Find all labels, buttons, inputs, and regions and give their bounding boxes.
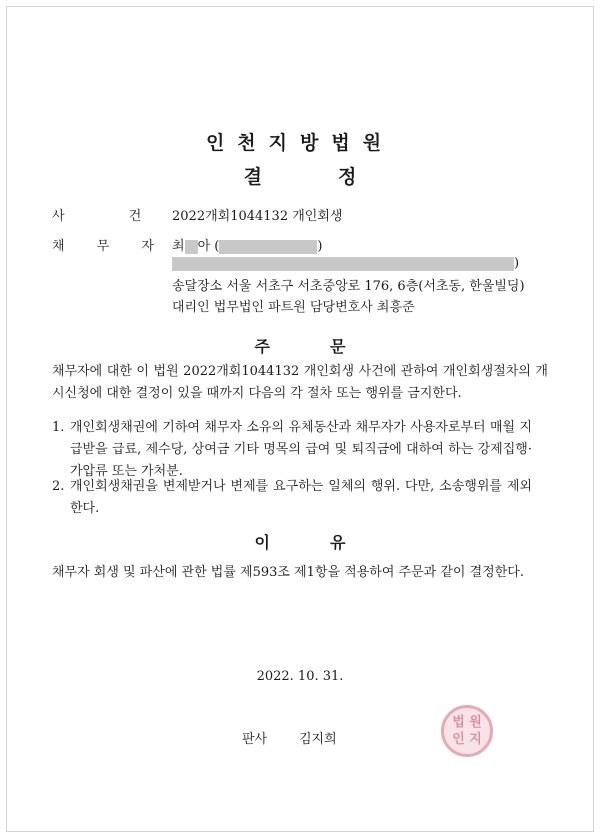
debtor-name-line	[172, 235, 322, 254]
court-seal	[441, 705, 493, 757]
reason-title-char-2: 유	[330, 533, 346, 552]
redaction-box	[172, 257, 514, 271]
debtor-name-prefix: 최	[172, 239, 185, 254]
redaction-box	[219, 240, 317, 254]
debtor-address-line	[172, 256, 519, 271]
order-item-number: 1.	[52, 420, 65, 435]
order-item-text: 개인회생채권에 기하여 채무자 소유의 유체동산과 채무자가 사용자로부터 매월 지급받을 급료, 제수당, 상여금 기타 명목의 급여 및 퇴직금에 대하여 하는 강제집행·가압류 또는 가처분.	[70, 420, 532, 479]
document-title-char-1: 결	[243, 166, 262, 188]
reason-title-char-1: 이	[254, 533, 270, 552]
order-title-char-2: 문	[330, 337, 346, 356]
reason-section-title	[0, 530, 600, 553]
decision-date: 2022. 10. 31.	[256, 669, 344, 684]
order-item-number: 2.	[52, 479, 65, 494]
order-item-1	[52, 417, 532, 483]
redaction-box	[185, 240, 198, 254]
order-section-title	[0, 334, 600, 357]
case-label: 사 건	[52, 209, 172, 224]
order-intro: 채무자에 대한 이 법원 2022개회1044132 개인회생 사건에 관하여 개인회생절차의 개시신청에 대한 결정이 있을 때까지 다음의 각 절차 또는 행위를 금지한다.	[52, 364, 548, 401]
seal-char: 원	[469, 714, 482, 730]
judge-name: 김지희	[299, 732, 337, 747]
debtor-label: 채 무 자	[52, 239, 168, 254]
order-item-text: 개인회생채권을 변제받거나 변제를 요구하는 일체의 행위. 다만, 소송행위를 제외한다.	[70, 479, 532, 516]
case-value: 2022개회1044132 개인회생	[172, 209, 343, 224]
court-name: 인천지방법원	[205, 132, 395, 154]
document-title-char-2: 정	[338, 166, 357, 188]
service-address: 송달장소 서울 서초구 서초중앙로 176, 6층(서초동, 한울빌딩)	[172, 279, 525, 294]
judge-title: 판사	[242, 732, 268, 747]
debtor-close-paren: )	[317, 239, 323, 254]
debtor-address-close-paren: )	[514, 256, 520, 271]
document-title	[0, 162, 600, 189]
agent-line: 대리인 법무법인 파트원 담당변호사 최흥준	[172, 300, 415, 315]
reason-text: 채무자 회생 및 파산에 관한 법률 제593조 제1항을 적용하여 주문과 같이 결정한다.	[52, 565, 524, 580]
order-item-2	[52, 476, 532, 520]
seal-char: 인	[452, 731, 465, 747]
seal-char: 지	[469, 731, 482, 747]
debtor-name-suffix: 아 (	[197, 239, 220, 254]
seal-char: 법	[452, 714, 465, 730]
order-title-char-1: 주	[254, 337, 270, 356]
